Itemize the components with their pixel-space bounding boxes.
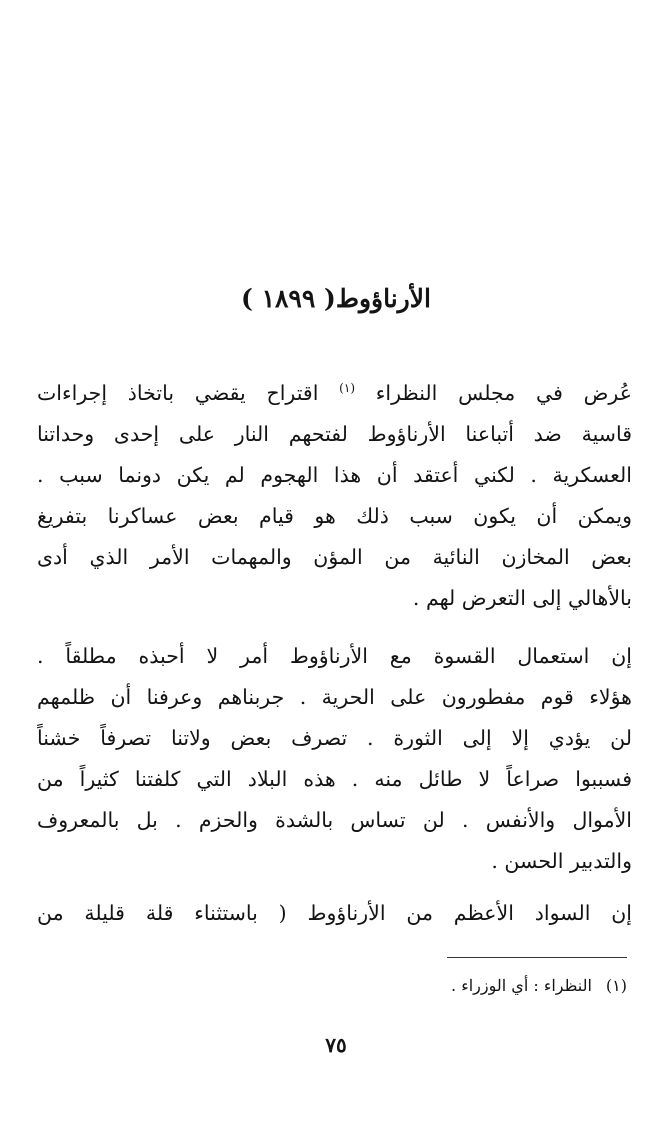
text-line: فسببوا صراعاً لا طائل منه . هذه البلاد التي كلفتنا كثيراً من [37, 767, 632, 791]
footnote-divider [447, 957, 627, 958]
text-line [37, 373, 632, 414]
paragraph-3 [37, 893, 632, 934]
text-line: إن استعمال القسوة مع الأرناؤوط أمر لا أحبذه مطلقاً . [37, 644, 632, 668]
text-line: الأموال والأنفس . لن تساس بالشدة والحزم . بل بالمعروف [37, 808, 632, 832]
text-line: قاسية ضد أتباعنا الأرناؤوط لفتحهم النار على إحدى وحداتنا [37, 422, 632, 446]
text-line: إن السواد الأعظم من الأرناؤوط ( باستثناء قلة قليلة من [37, 901, 632, 925]
text-line: بعض المخازن النائية من المؤن والمهمات الأمر الذي أدى [37, 545, 632, 569]
text-line: ويمكن أن يكون سبب ذلك هو قيام بعض عساكرنا بتفريغ [37, 504, 632, 528]
footnote-marker[interactable]: (١) [339, 381, 355, 396]
text-line: بالأهالي إلى التعرض لهم . [412, 586, 632, 610]
text-line: هؤلاء قوم مفطورون على الحرية . جربناهم وعرفنا أن ظلمهم [37, 685, 632, 709]
text-segment: اقتراح يقضي باتخاذ إجراءات [37, 381, 319, 405]
footnote [207, 972, 627, 1000]
text-line: لن يؤدي إلا إلى الثورة . تصرف بعض ولاتنا تصرفاً خشناً [37, 726, 632, 750]
footnote-number: (١) [605, 976, 627, 995]
text-segment: عُرض في مجلس النظراء [375, 381, 632, 405]
paragraph-1 [37, 373, 632, 619]
text-line: والتدبير الحسن . [491, 849, 632, 873]
text-line: العسكرية . لكني أعتقد أن هذا الهجوم لم يكن دونما سبب . [37, 463, 632, 487]
page-number: ٧٥ [325, 1033, 347, 1057]
footnote-text: النظراء : أي الوزراء . [451, 976, 592, 995]
chapter-title: الأرناؤوط( ١٨٩٩ ) [241, 284, 431, 313]
paragraph-2 [37, 636, 632, 882]
